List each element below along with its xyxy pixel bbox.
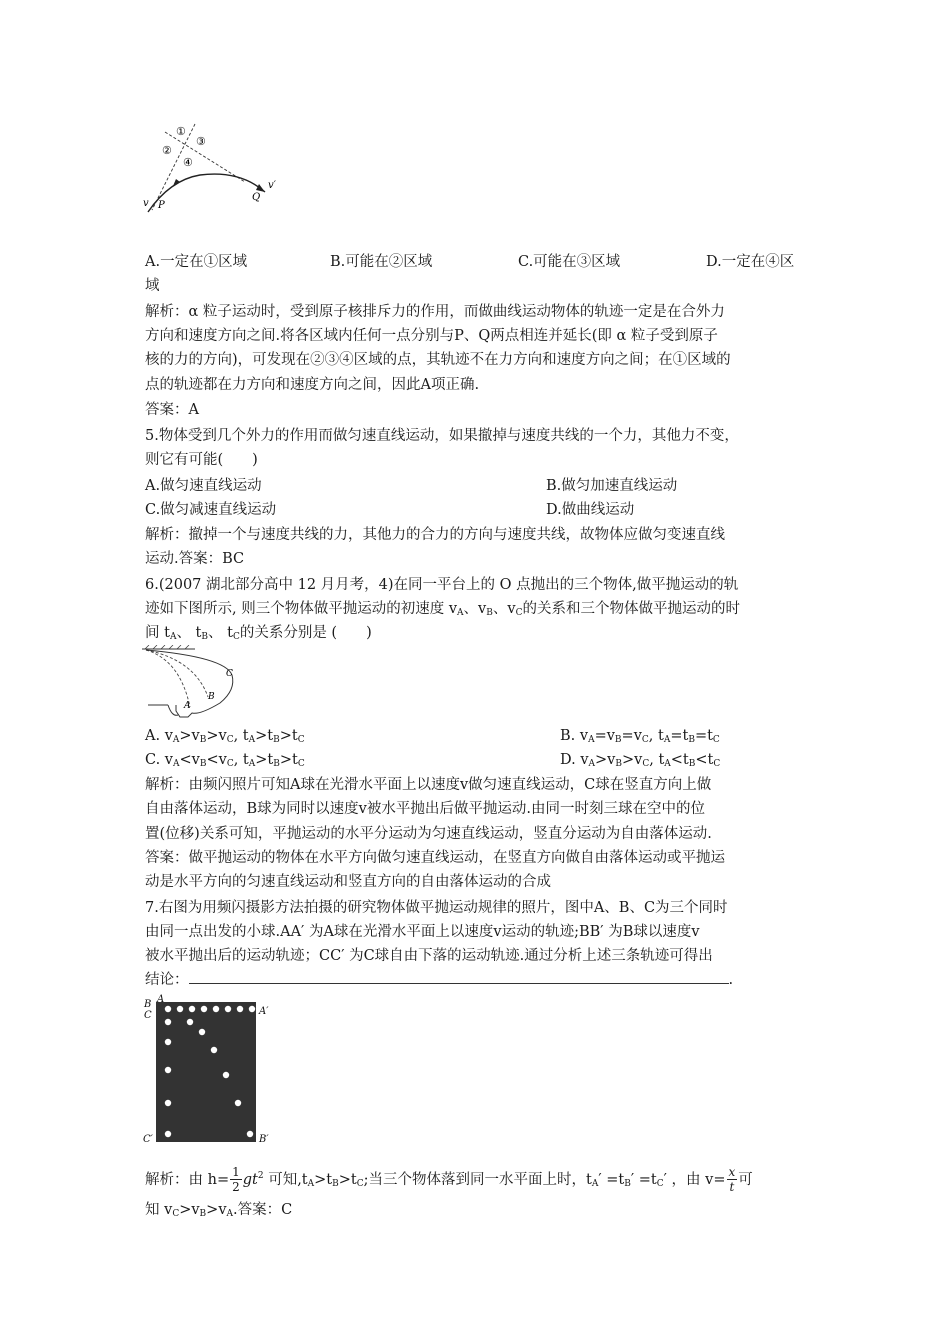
p-label: P [158,200,165,211]
q6-analysis-line: 自由落体运动，B球为同时以速度v被水平抛出后做平抛运动.由同一时刻三球在空中的位 [145,801,705,817]
ball-a-dot [201,1006,207,1012]
q7-stem-line: 7.右图为用频闪摄影方法拍摄的研究物体做平抛运动规律的照片，图中A、B、C为三个同时 [145,900,728,916]
q5-stem-line: 5.物体受到几个外力的作用而做匀速直线运动，如果撤掉与速度共线的一个力，其他力不变， [145,428,739,444]
point-c-label: C [226,669,233,679]
q4-option-wrap: 域 [145,278,160,294]
ball-b-dot [211,1047,217,1053]
q4-analysis-line: 解析：α 粒子运动时，受到原子核排斥力的作用，而做曲线运动物体的轨迹一定是在合外力 [145,304,725,320]
fraction-half: $\frac{1}{2}$ [232,1165,240,1195]
q4-analysis-line: 核的力的方向)，可发现在②③④区域的点，其轨迹不在力方向和速度方向之间；在①区域的 [145,352,731,368]
point-b-label: B [208,692,215,702]
q4-option-b: B.可能在②区域 [330,254,433,270]
trajectory-a [146,650,190,707]
q5-option-a: A.做匀速直线运动 [145,478,262,494]
ball-a-dot [213,1006,219,1012]
label-c-prime: C′ [143,1134,153,1145]
q7-stem-line: 由同一点出发的小球.AA′ 为A球在光滑水平面上以速度v运动的轨迹;BB′ 为B球以速度v [145,924,700,940]
ball-b-dot [247,1131,253,1137]
ball-c-dot [165,1039,171,1045]
q5-option-d: D.做曲线运动 [546,502,635,518]
q5-analysis-line: 运动.答案：BC [145,551,245,567]
q4-option-a: A.一定在①区域 [145,254,248,270]
fraction-x-over-t: $\frac{x}{t}$ [728,1165,736,1195]
ball-b-dot [223,1072,229,1078]
platform-hatching [145,645,189,649]
projectile-figure [140,645,250,725]
ball-c-dot [165,1100,171,1106]
q5-analysis-line: 解析：撤掉一个与速度共线的力，其他力的合力的方向与速度共线，故物体应做匀变速直线 [145,527,725,543]
q6-analysis-line: 答案：做平抛运动的物体在水平方向做匀速直线运动，在竖直方向做自由落体运动或平抛运 [145,850,725,866]
q6-analysis-line: 动是水平方向的匀速直线运动和竖直方向的自由落体运动的合成 [145,874,551,890]
ball-a-dot [237,1006,243,1012]
label-a-prime: A′ [259,1006,269,1017]
q5-option-c: C.做匀减速直线运动 [145,502,277,518]
ball-a-dot [165,1006,171,1012]
region-2-label: ② [162,144,172,157]
label-b: B [144,999,152,1010]
v-label: v [143,198,149,209]
q6-option-d: D. $v_A>v_B>v_C$, $t_A<t_B<t_C$ [560,752,721,769]
label-a: A [157,994,165,1005]
ball-c-dot [165,1131,171,1137]
q7-stem-line: 结论： . [145,968,733,992]
ball-a-dot [189,1006,195,1012]
q6-option-c: C. $v_A<v_B<v_C$, $t_A>t_B>t_C$ [145,752,305,769]
ball-a-dot [249,1006,255,1012]
region-1-label: ① [176,125,186,138]
label-b-prime: B′ [259,1134,269,1145]
q5-option-b: B.做匀加速直线运动 [546,478,678,494]
arrow-mid [173,179,180,186]
ball-b-dot [199,1029,205,1035]
label-c: C [144,1010,152,1021]
q6-option-b: B. $v_A=v_B=v_C$, $t_A=t_B=t_C$ [560,728,720,745]
strobe-dots [140,990,280,1150]
ball-c-dot [165,1067,171,1073]
q6-option-a: A. $v_A>v_B>v_C$, $t_A>t_B>t_C$ [145,728,305,745]
q6-stem-line: 间 $t_A$、 $t_B$、 $t_C$的关系分别是 ( ) [145,625,372,642]
q6-stem-line: 6.(2007 湖北部分高中 12 月月考，4)在同一平台上的 O 点抛出的三个物体,做平抛运动的轨 [145,577,739,593]
ball-c-dot [165,1019,171,1025]
v-prime-label: v′ [268,180,276,191]
ball-b-dot [235,1100,241,1106]
region-4-label: ④ [183,156,193,169]
ball-b-dot [187,1019,193,1025]
region-3-label: ③ [196,135,206,148]
trajectory-curve [148,174,265,212]
point-a-label: A [184,701,191,711]
q4-analysis-line: 点的轨迹都在力方向和速度方向之间，因此A项正确. [145,377,480,393]
q4-answer: 答案：A [145,402,199,418]
q4-analysis-line: 方向和速度方向之间.将各区域内任何一点分别与P、Q两点相连并延长(即 α 粒子受到原子 [145,328,718,344]
q4-option-d: D.一定在④区 [706,254,795,270]
q-label: Q [252,192,261,203]
trajectory-b [146,650,208,697]
ball-a-dot [177,1006,183,1012]
q6-stem-line: 迹如下图所示, 则三个物体做平抛运动的初速度 $v_A$、$v_B$、$v_C$的关系和三个物体做平抛运动的时 [145,601,740,618]
q6-analysis-line: 解析：由频闪照片可知A球在光滑水平面上以速度v做匀速直线运动，C球在竖直方向上做 [145,777,712,793]
q7-stem-line: 被水平抛出后的运动轨迹；CC′ 为C球自由下落的运动轨迹.通过分析上述三条轨迹可得出 [145,948,713,964]
q7-analysis-line: 解析：由 h= $\frac{1}{2}$ $gt^2$ 可知$,t_A>t_B>t_C$;当三个物体落到同一水平面上时，$t_A' =t_B' =t_C'$ ，由 v= $\frac{x}{t}$ 可 [145,1165,753,1195]
q4-option-c: C.可能在③区域 [518,254,621,270]
q7-analysis-answer-line: 知 $v_C>v_B>v_A$.答案：C [145,1202,293,1219]
answer-blank [189,969,729,984]
ball-a-dot [225,1006,231,1012]
q6-analysis-line: 置(位移)关系可知，平抛运动的水平分运动为匀速直线运动，竖直分运动为自由落体运动. [145,826,712,842]
trajectory-figure [140,120,290,220]
q5-stem-line: 则它有可能( ) [145,452,258,468]
strobe-photo-figure [140,990,280,1150]
arrow-v-prime [256,184,265,192]
